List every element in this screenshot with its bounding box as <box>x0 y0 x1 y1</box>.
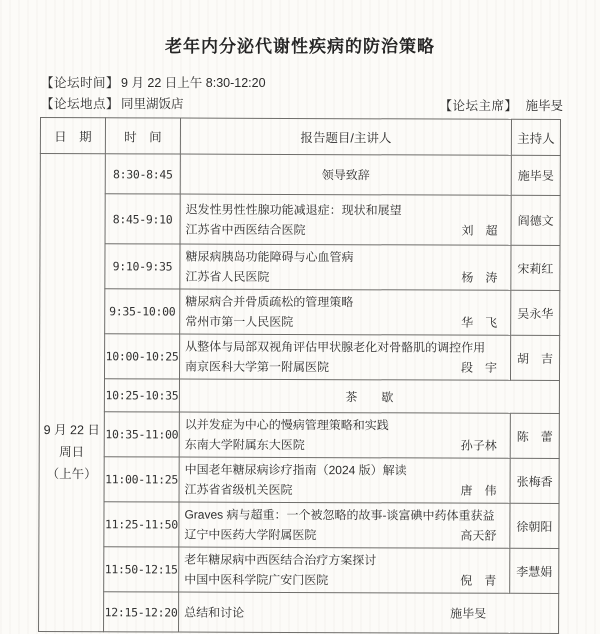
talk-hospital: 江苏省人民医院 <box>185 269 270 284</box>
talk-title: 糖尿病胰岛功能障碍与心血管病 <box>185 249 354 265</box>
forum-chairman-value: 施毕旻 <box>525 99 563 113</box>
header-date: 日 期 <box>40 118 105 154</box>
talk-hospital: 常州市第一人民医院 <box>185 314 294 329</box>
chair-cell: 李慧娟 <box>510 548 559 593</box>
talk-title: 老年糖尿病中西医结合治疗方案探讨 <box>184 552 377 568</box>
time-cell: 11:50-12:15 <box>104 547 179 592</box>
topic-cell <box>179 412 510 458</box>
topic-cell <box>180 244 511 290</box>
talk-title: 中国老年糖尿病诊疗指南（2024 版）解读 <box>184 462 407 478</box>
chair-cell: 陈 蕾 <box>510 413 559 458</box>
forum-chairman-label: 【论坛主席】 <box>439 99 518 113</box>
time-cell: 9:35-10:00 <box>105 289 180 334</box>
talk-speaker: 高天舒 <box>460 528 497 543</box>
forum-meta <box>41 73 563 115</box>
chair-cell: 胡 吉 <box>510 335 559 380</box>
table-row <box>39 546 559 593</box>
chair-cell: 张梅香 <box>510 458 559 503</box>
talk-hospital: 东南大学附属东大医院 <box>184 437 305 453</box>
time-cell: 12:15-12:20 <box>104 592 179 632</box>
table-row <box>39 411 559 458</box>
forum-time-line <box>41 73 563 94</box>
agenda-table <box>38 117 561 634</box>
topic-cell: 领导致辞 <box>180 154 511 195</box>
forum-venue-value: 同里湖饭店 <box>121 97 184 111</box>
table-row <box>40 244 560 291</box>
tea-break-row <box>39 379 559 414</box>
talk-speaker: 刘 超 <box>461 223 498 238</box>
chair-cell: 吴永华 <box>511 290 560 335</box>
forum-venue-label: 【论坛地点】 <box>41 97 120 111</box>
talk-speaker: 段 宇 <box>460 360 498 375</box>
time-cell: 10:25-10:35 <box>104 379 179 412</box>
forum-chairman <box>439 96 563 117</box>
topic-cell <box>179 334 510 380</box>
header-topic: 报告题目/主讲人 <box>180 118 511 155</box>
summary-cell <box>179 592 559 633</box>
talk-speaker: 唐 伟 <box>460 483 497 498</box>
forum-venue-line <box>41 94 563 115</box>
talk-title: Graves 病与超重：一个被忽略的故事-谈富碘中药体重获益 <box>184 507 495 523</box>
forum-time-value: 9 月 22 日上午 8:30-12:20 <box>121 76 266 90</box>
talk-title: 糖尿病合并骨质疏松的管理策略 <box>185 294 354 310</box>
chair-cell: 施毕旻 <box>511 155 560 195</box>
talk-hospital: 中国中医科学院广安门医院 <box>184 572 329 588</box>
summary-speaker: 施毕旻 <box>450 606 487 621</box>
talk-hospital: 江苏省省级机关医院 <box>184 482 293 497</box>
talk-hospital: 辽宁中医药大学附属医院 <box>184 527 317 543</box>
time-cell: 10:35-11:00 <box>104 412 179 457</box>
table-row <box>39 501 559 548</box>
talk-hospital: 南京医科大学第一附属医院 <box>185 359 330 375</box>
table-row <box>39 334 559 381</box>
page-title: 老年内分泌代谢性疾病的防治策略 <box>165 37 435 56</box>
time-cell: 8:45-9:10 <box>105 194 180 244</box>
table-row <box>40 289 560 336</box>
table-row <box>40 154 560 196</box>
chair-cell: 宋莉红 <box>511 245 560 290</box>
time-cell: 8:30-8:45 <box>105 154 180 194</box>
header-row <box>40 118 560 156</box>
talk-speaker: 华 飞 <box>461 315 498 330</box>
talk-title: 从整体与局部双视角评估甲状腺老化对骨骼肌的调控作用 <box>185 339 486 355</box>
time-cell: 11:00-11:25 <box>104 457 179 502</box>
talk-hospital: 江苏省中西医结合医院 <box>185 222 306 237</box>
talk-title: 迟发性男性性腺功能减退症：现状和展望 <box>185 202 402 217</box>
talk-speaker: 倪 青 <box>460 573 497 588</box>
topic-cell <box>180 194 511 245</box>
talk-speaker: 杨 涛 <box>461 270 498 285</box>
talk-speaker: 孙子林 <box>460 438 497 453</box>
topic-cell <box>180 289 511 335</box>
chair-cell: 阎德文 <box>511 195 560 245</box>
summary-row <box>39 591 559 633</box>
time-cell: 10:00-10:25 <box>104 334 179 379</box>
chair-cell: 徐朝阳 <box>510 503 559 548</box>
tea-break-cell: 茶 歇 <box>179 379 559 413</box>
date-text: 9 月 22 日 周日 （上午） <box>43 423 100 482</box>
header-time: 时 间 <box>105 118 180 154</box>
talk-title: 以并发症为中心的慢病管理策略和实践 <box>184 417 389 433</box>
table-row <box>39 456 559 503</box>
topic-cell <box>179 502 510 548</box>
topic-cell <box>179 547 510 593</box>
time-cell: 9:10-9:35 <box>105 244 180 289</box>
forum-time-label: 【论坛时间】 <box>41 76 120 90</box>
summary-topic: 总结和讨论 <box>184 605 245 620</box>
table-row <box>40 194 560 246</box>
header-chair: 主持人 <box>511 119 560 155</box>
date-cell <box>39 154 106 632</box>
topic-cell <box>179 457 510 503</box>
time-cell: 11:25-11:50 <box>104 502 179 547</box>
